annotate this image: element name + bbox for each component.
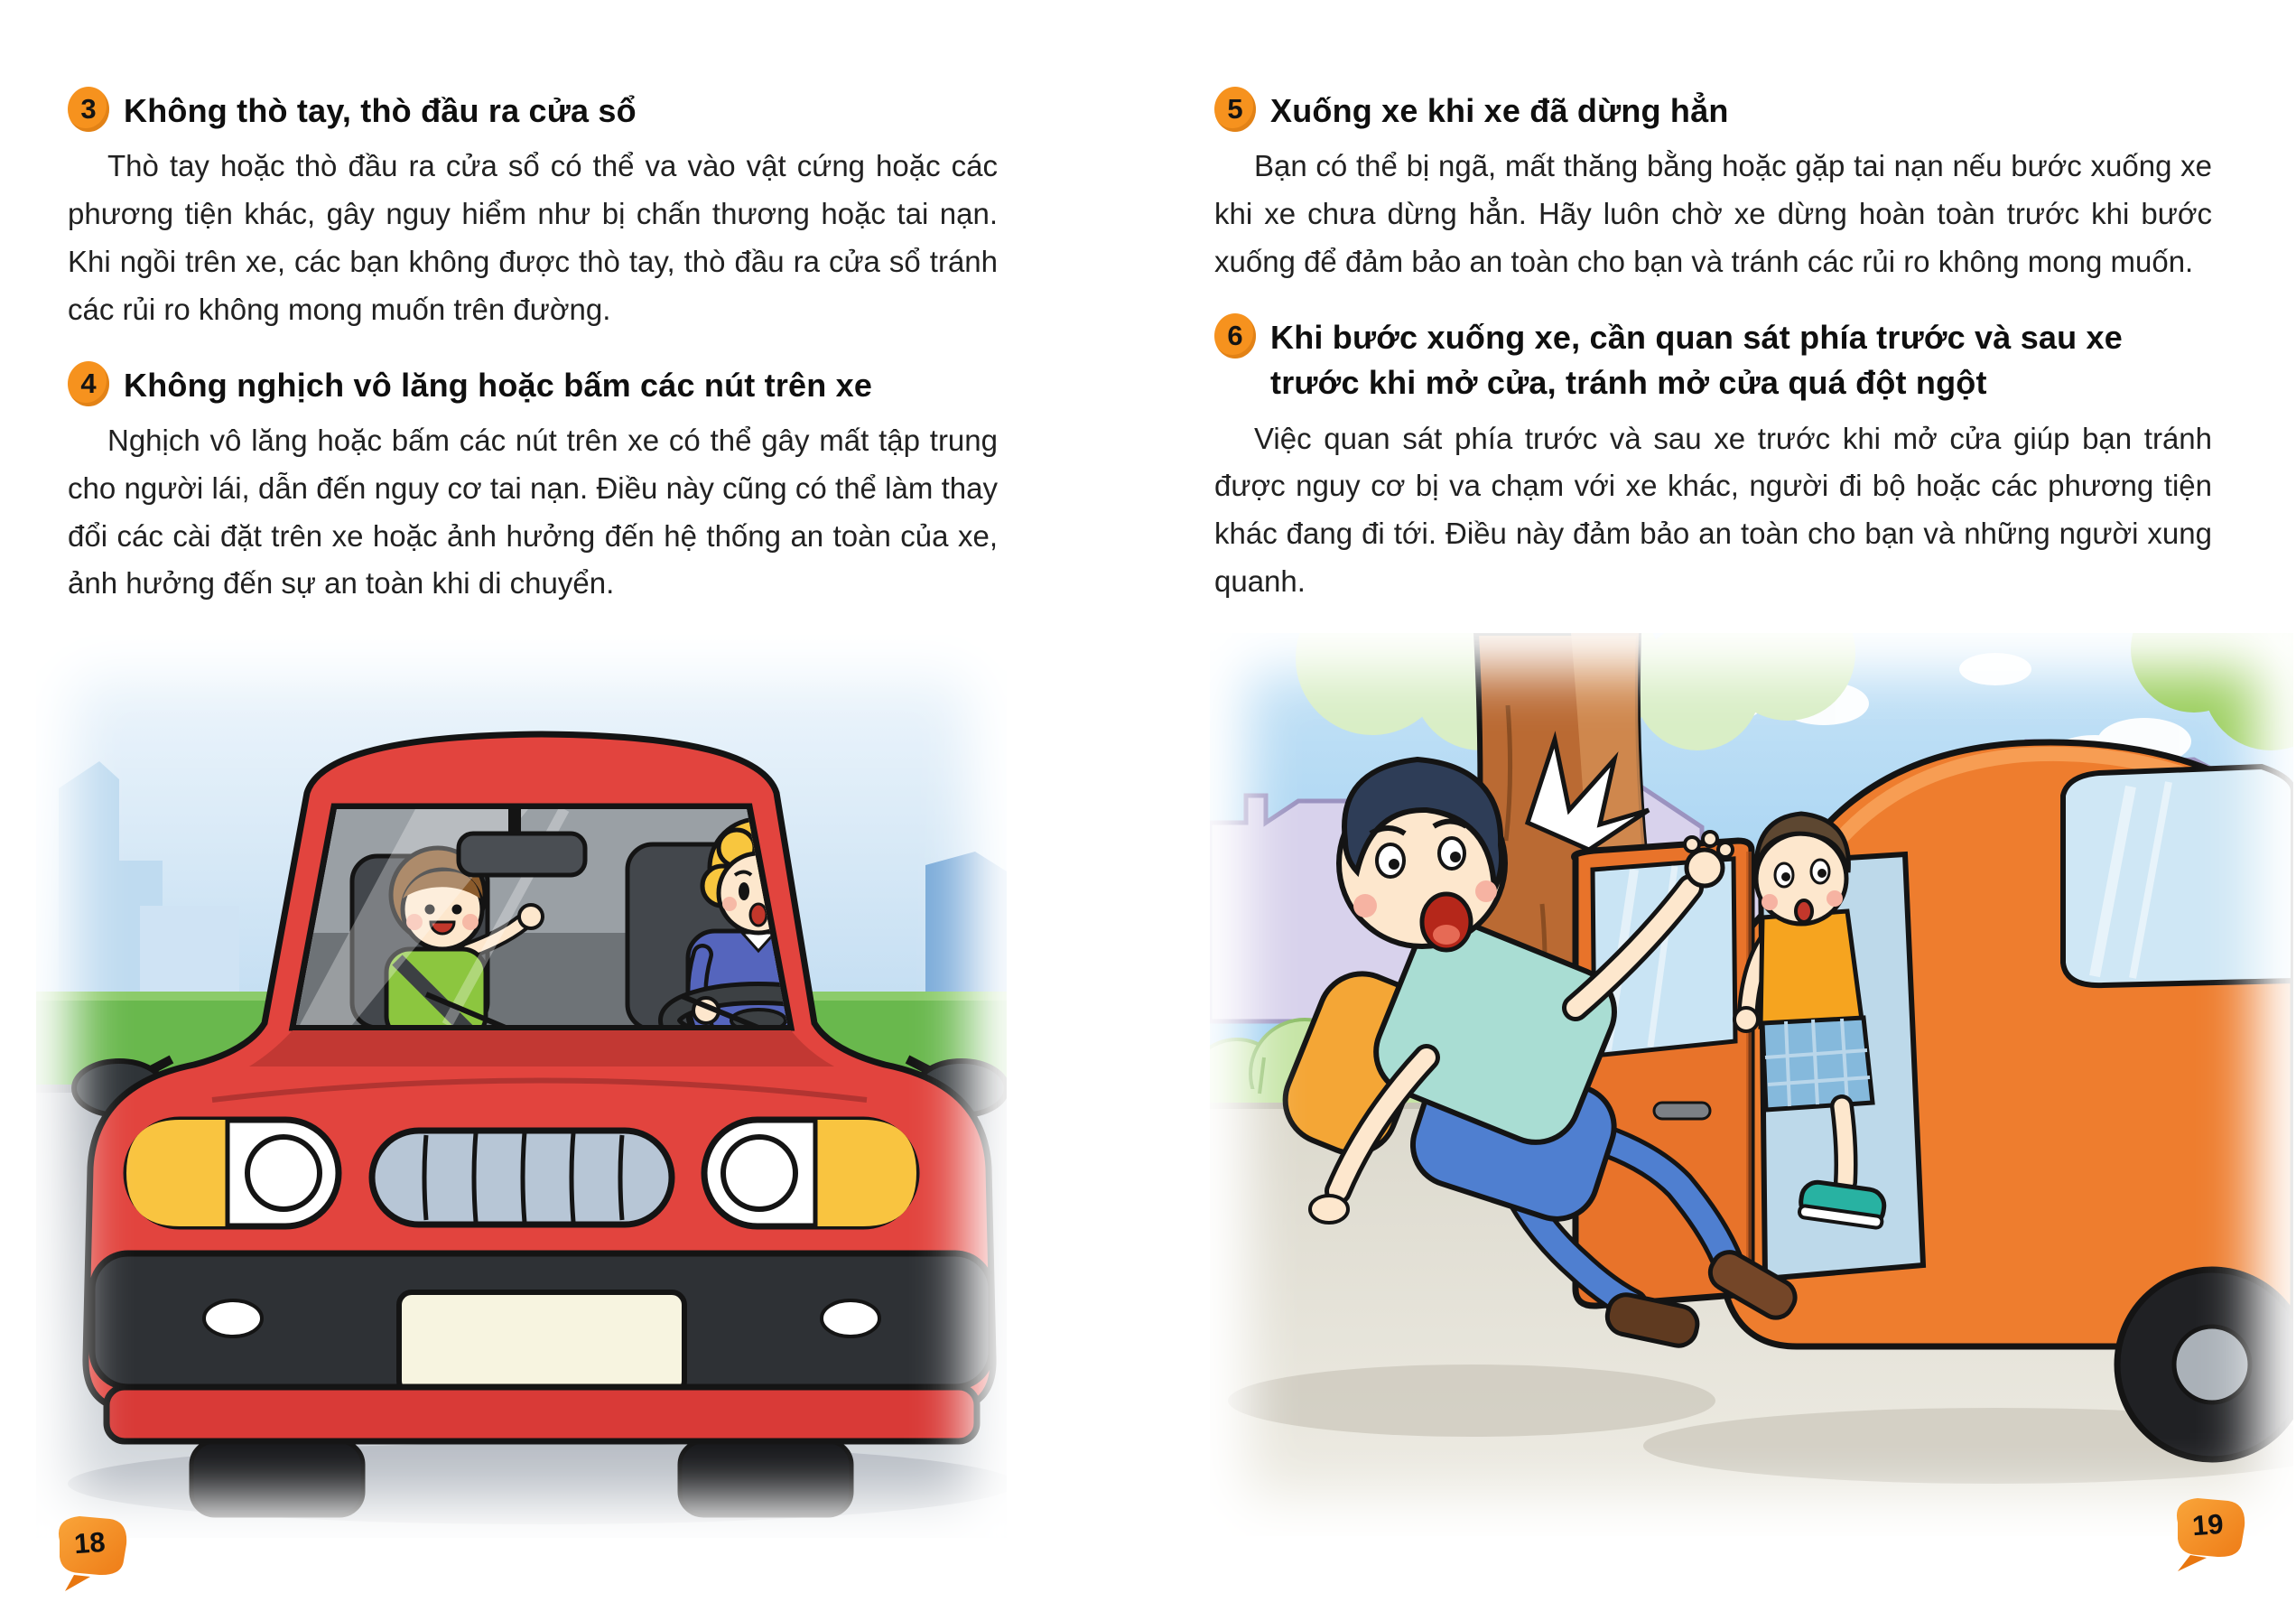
page-number-badge-18 [47,1510,134,1593]
section-4 [68,361,998,609]
tire-left [191,1441,363,1515]
tire-right [680,1441,851,1515]
bumper [92,1253,991,1393]
headlight-right-icon [704,1120,916,1226]
section-4-title: Không nghịch vô lăng hoặc bấm các nút trên xe [124,366,873,404]
section-4-body: Nghịch vô lăng hoặc bấm các nút trên xe có thể gây mất tập trung cho người lái, dẫn đến nguy cơ tai nạn. Điều này cũng có thể làm thay đổi các cài đặt trên xe hoặc ảnh hưởng đến hệ thống an toàn của xe, ảnh hưởng đến sự an toàn khi di chuyển. [68,423,998,601]
red-car-scene [36,635,1007,1538]
car-door-scene [1210,633,2293,1536]
section-4-number-badge: 4 [68,361,109,406]
section-3 [68,87,998,334]
lower-bumper-band [107,1387,977,1441]
page-number-left: 18 [72,1525,107,1560]
pedestrian-shadow [1228,1364,1715,1437]
section-3-title: Không thò tay, thò đầu ra cửa sổ [124,92,637,129]
section-6-title: Khi bước xuống xe, cần quan sát phía trước và sau xe trước khi mở cửa, tránh mở cửa quá đột ngột [1270,318,2123,402]
section-5-heading-row [1214,87,2212,134]
section-5-title: Xuống xe khi xe đã dừng hẳn [1270,92,1729,129]
section-6-body: Việc quan sát phía trước và sau xe trước khi mở cửa giúp bạn tránh được nguy cơ bị va chạm với xe khác, người đi bộ hoặc các phương tiện khác đang đi tới. Điều này đảm bảo an toàn cho bạn và những người xung quanh. [1214,421,2212,598]
section-5 [1214,87,2212,286]
grille-icon [372,1131,672,1225]
section-5-number-badge: 5 [1214,87,1256,132]
section-6-heading-row [1214,313,2212,406]
page-19 [1214,87,2212,1536]
page-18 [68,87,998,1538]
hood-shade [249,1030,834,1066]
illustration-car-door-accident [1210,633,2293,1536]
section-6-number-badge: 6 [1214,313,1256,359]
page-number-right: 19 [2190,1507,2225,1542]
license-plate [399,1292,684,1393]
page-number-badge-19 [2165,1492,2252,1575]
door-handle-icon [1654,1103,1710,1119]
illustration-red-car-front [36,635,1007,1538]
section-5-body: Bạn có thể bị ngã, mất thăng bằng hoặc gặp tai nạn nếu bước xuống xe khi xe chưa dừng hẳn. Hãy luôn chờ xe dừng hoàn toàn trước khi bước xuống để đảm bảo an toàn cho bạn và tránh các rủi ro không mong muốn. [1214,149,2212,278]
section-3-heading-row [68,87,998,134]
headlight-left-icon [126,1120,339,1226]
section-4-heading-row [68,361,998,408]
section-3-body: Thò tay hoặc thò đầu ra cửa sổ có thể va vào vật cứng hoặc các phương tiện khác, gây nguy hiểm như bị chấn thương hoặc tai nạn. Khi ngồi trên xe, các bạn không được thò tay, thò đầu ra cửa sổ tránh các rủi ro không mong muốn trên đường. [68,149,998,326]
section-3-number-badge: 3 [68,87,109,132]
section-6 [1214,313,2212,606]
